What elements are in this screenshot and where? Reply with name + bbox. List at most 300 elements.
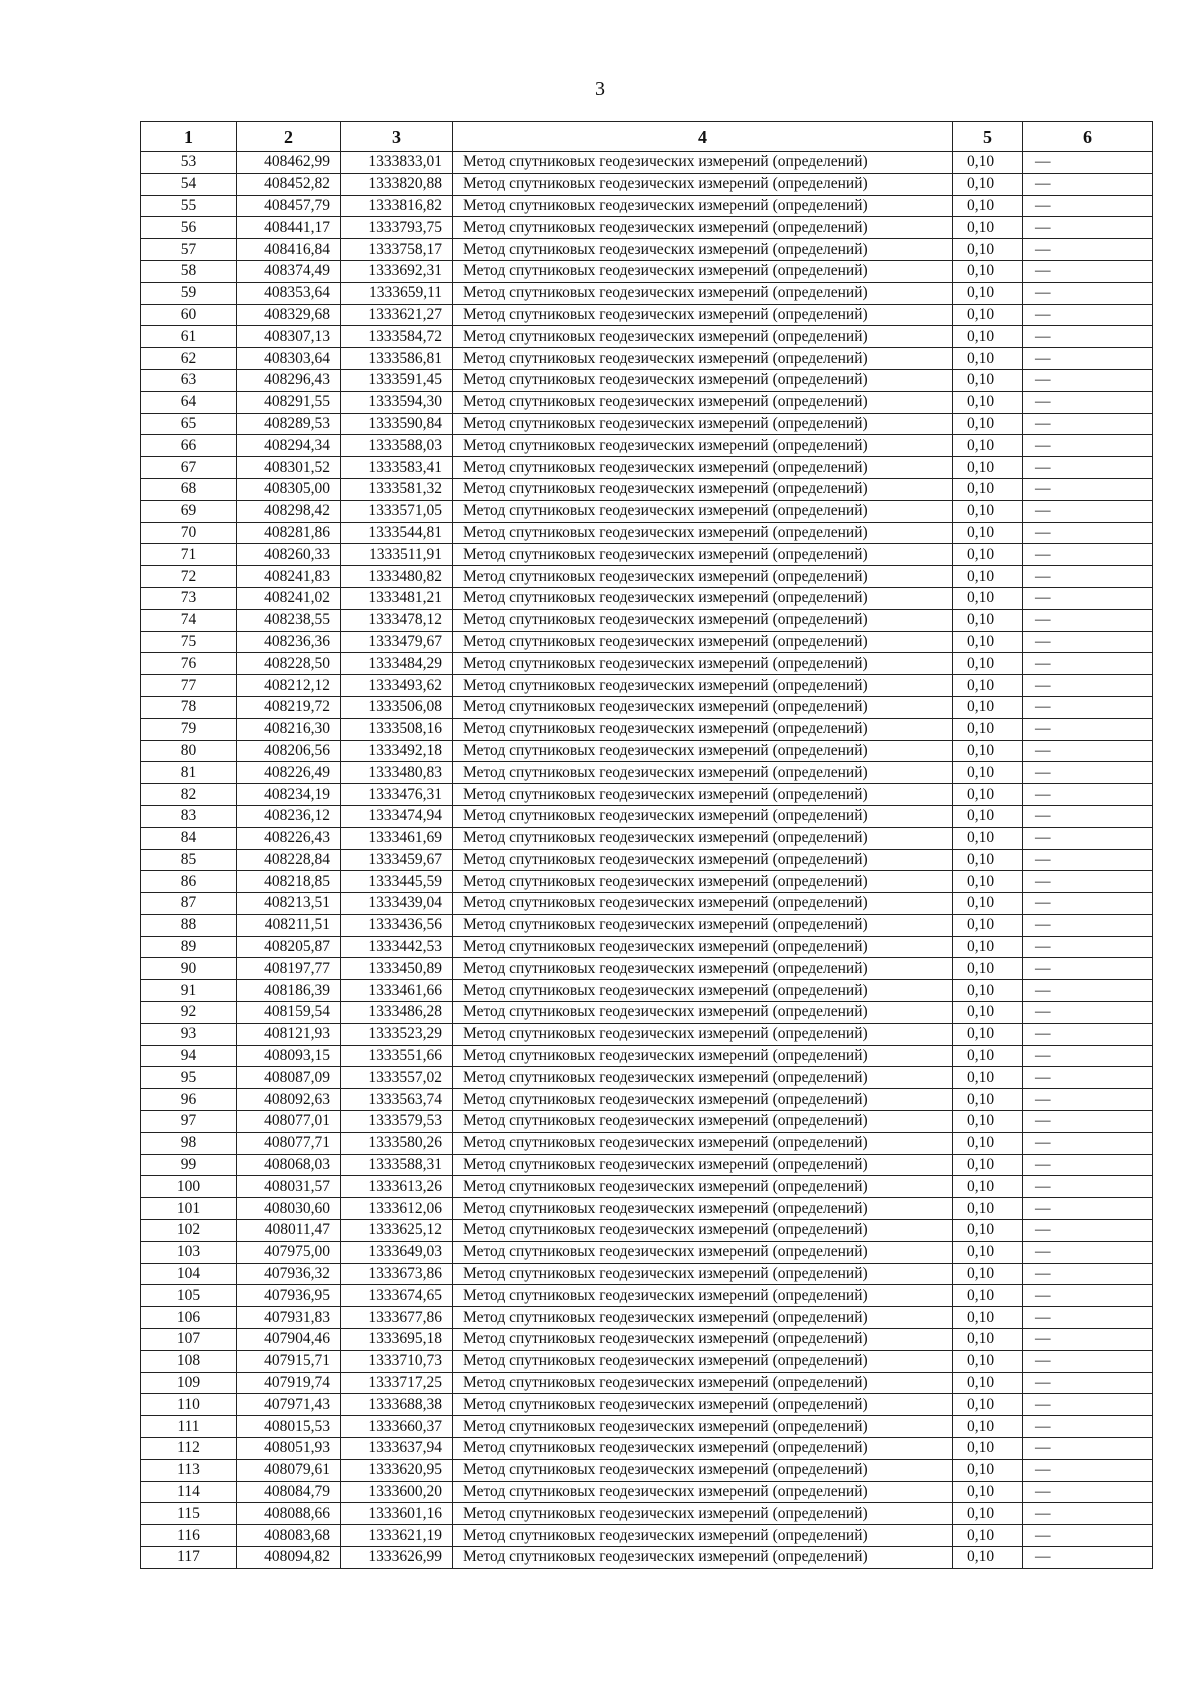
x-coordinate-cell: 408234,19: [237, 784, 341, 806]
method-cell: Метод спутниковых геодезических измерений (определений): [453, 260, 953, 282]
accuracy-cell: 0,10: [953, 1329, 1023, 1351]
accuracy-cell: 0,10: [953, 195, 1023, 217]
x-coordinate-cell: 408219,72: [237, 696, 341, 718]
table-row: [141, 1154, 1153, 1176]
accuracy-cell: 0,10: [953, 173, 1023, 195]
y-coordinate-cell: 1333508,16: [341, 718, 453, 740]
x-coordinate-cell: 407931,83: [237, 1307, 341, 1329]
table-row: [141, 152, 1153, 174]
note-cell: —: [1023, 980, 1153, 1002]
accuracy-cell: 0,10: [953, 1307, 1023, 1329]
coordinates-table: [140, 121, 1153, 1569]
y-coordinate-cell: 1333613,26: [341, 1176, 453, 1198]
x-coordinate-cell: 408088,66: [237, 1503, 341, 1525]
y-coordinate-cell: 1333649,03: [341, 1241, 453, 1263]
method-cell: Метод спутниковых геодезических измерений (определений): [453, 1089, 953, 1111]
x-coordinate-cell: 408329,68: [237, 304, 341, 326]
y-coordinate-cell: 1333677,86: [341, 1307, 453, 1329]
table-row: [141, 827, 1153, 849]
accuracy-cell: 0,10: [953, 1394, 1023, 1416]
note-cell: —: [1023, 1481, 1153, 1503]
table-row: [141, 478, 1153, 500]
accuracy-cell: 0,10: [953, 1263, 1023, 1285]
note-cell: —: [1023, 1525, 1153, 1547]
x-coordinate-cell: 408206,56: [237, 740, 341, 762]
method-cell: Метод спутниковых геодезических измерений (определений): [453, 1263, 953, 1285]
accuracy-cell: 0,10: [953, 260, 1023, 282]
point-number-cell: 65: [141, 413, 237, 435]
note-cell: —: [1023, 740, 1153, 762]
table-row: [141, 1198, 1153, 1220]
y-coordinate-cell: 1333612,06: [341, 1198, 453, 1220]
accuracy-cell: 0,10: [953, 544, 1023, 566]
x-coordinate-cell: 408228,50: [237, 653, 341, 675]
point-number-cell: 77: [141, 675, 237, 697]
point-number-cell: 53: [141, 152, 237, 174]
method-cell: Метод спутниковых геодезических измерений (определений): [453, 1176, 953, 1198]
point-number-cell: 90: [141, 958, 237, 980]
accuracy-cell: 0,10: [953, 391, 1023, 413]
table-row: [141, 609, 1153, 631]
x-coordinate-cell: 408294,34: [237, 435, 341, 457]
method-cell: Метод спутниковых геодезических измерений (определений): [453, 544, 953, 566]
method-cell: Метод спутниковых геодезических измерений (определений): [453, 936, 953, 958]
accuracy-cell: 0,10: [953, 1350, 1023, 1372]
x-coordinate-cell: 408462,99: [237, 152, 341, 174]
table-row: [141, 239, 1153, 261]
note-cell: —: [1023, 1350, 1153, 1372]
x-coordinate-cell: 408213,51: [237, 893, 341, 915]
x-coordinate-cell: 408291,55: [237, 391, 341, 413]
method-cell: Метод спутниковых геодезических измерений (определений): [453, 805, 953, 827]
method-cell: Метод спутниковых геодезических измерений (определений): [453, 1416, 953, 1438]
table-row: [141, 1067, 1153, 1089]
method-cell: Метод спутниковых геодезических измерений (определений): [453, 980, 953, 1002]
x-coordinate-cell: 408226,43: [237, 827, 341, 849]
method-cell: Метод спутниковых геодезических измерений (определений): [453, 1002, 953, 1024]
table-row: [141, 500, 1153, 522]
column-header-5: 5: [953, 122, 1023, 152]
note-cell: —: [1023, 696, 1153, 718]
y-coordinate-cell: 1333816,82: [341, 195, 453, 217]
method-cell: Метод спутниковых геодезических измерений (определений): [453, 1067, 953, 1089]
table-row: [141, 849, 1153, 871]
method-cell: Метод спутниковых геодезических измерений (определений): [453, 1372, 953, 1394]
x-coordinate-cell: 408197,77: [237, 958, 341, 980]
accuracy-cell: 0,10: [953, 348, 1023, 370]
x-coordinate-cell: 408205,87: [237, 936, 341, 958]
point-number-cell: 80: [141, 740, 237, 762]
x-coordinate-cell: 408079,61: [237, 1459, 341, 1481]
note-cell: —: [1023, 762, 1153, 784]
method-cell: Метод спутниковых геодезических измерений (определений): [453, 675, 953, 697]
method-cell: Метод спутниковых геодезических измерений (определений): [453, 1459, 953, 1481]
table-row: [141, 1416, 1153, 1438]
note-cell: —: [1023, 260, 1153, 282]
note-cell: —: [1023, 435, 1153, 457]
x-coordinate-cell: 408298,42: [237, 500, 341, 522]
accuracy-cell: 0,10: [953, 1459, 1023, 1481]
table-row: [141, 587, 1153, 609]
x-coordinate-cell: 408303,64: [237, 348, 341, 370]
point-number-cell: 75: [141, 631, 237, 653]
note-cell: —: [1023, 587, 1153, 609]
note-cell: —: [1023, 522, 1153, 544]
note-cell: —: [1023, 849, 1153, 871]
point-number-cell: 73: [141, 587, 237, 609]
method-cell: Метод спутниковых геодезических измерений (определений): [453, 522, 953, 544]
accuracy-cell: 0,10: [953, 805, 1023, 827]
method-cell: Метод спутниковых геодезических измерений (определений): [453, 369, 953, 391]
method-cell: Метод спутниковых геодезических измерений (определений): [453, 1285, 953, 1307]
x-coordinate-cell: 408281,86: [237, 522, 341, 544]
table-row: [141, 1220, 1153, 1242]
method-cell: Метод спутниковых геодезических измерений (определений): [453, 893, 953, 915]
x-coordinate-cell: 408457,79: [237, 195, 341, 217]
table-row: [141, 1285, 1153, 1307]
y-coordinate-cell: 1333695,18: [341, 1329, 453, 1351]
method-cell: Метод спутниковых геодезических измерений (определений): [453, 566, 953, 588]
table-row: [141, 1503, 1153, 1525]
y-coordinate-cell: 1333626,99: [341, 1547, 453, 1569]
method-cell: Метод спутниковых геодезических измерений (определений): [453, 348, 953, 370]
accuracy-cell: 0,10: [953, 784, 1023, 806]
x-coordinate-cell: 408084,79: [237, 1481, 341, 1503]
note-cell: —: [1023, 1394, 1153, 1416]
table-row: [141, 1350, 1153, 1372]
y-coordinate-cell: 1333551,66: [341, 1045, 453, 1067]
accuracy-cell: 0,10: [953, 609, 1023, 631]
note-cell: —: [1023, 1111, 1153, 1133]
accuracy-cell: 0,10: [953, 1525, 1023, 1547]
accuracy-cell: 0,10: [953, 1285, 1023, 1307]
point-number-cell: 114: [141, 1481, 237, 1503]
method-cell: Метод спутниковых геодезических измерений (определений): [453, 239, 953, 261]
note-cell: —: [1023, 304, 1153, 326]
x-coordinate-cell: 408121,93: [237, 1023, 341, 1045]
method-cell: Метод спутниковых геодезических измерений (определений): [453, 457, 953, 479]
x-coordinate-cell: 407971,43: [237, 1394, 341, 1416]
method-cell: Метод спутниковых геодезических измерений (определений): [453, 1154, 953, 1176]
x-coordinate-cell: 408068,03: [237, 1154, 341, 1176]
method-cell: Метод спутниковых геодезических измерений (определений): [453, 173, 953, 195]
y-coordinate-cell: 1333511,91: [341, 544, 453, 566]
note-cell: —: [1023, 239, 1153, 261]
x-coordinate-cell: 408186,39: [237, 980, 341, 1002]
method-cell: Метод спутниковых геодезических измерений (определений): [453, 587, 953, 609]
x-coordinate-cell: 408030,60: [237, 1198, 341, 1220]
method-cell: Метод спутниковых геодезических измерений (определений): [453, 413, 953, 435]
method-cell: Метод спутниковых геодезических измерений (определений): [453, 1350, 953, 1372]
accuracy-cell: 0,10: [953, 631, 1023, 653]
y-coordinate-cell: 1333461,69: [341, 827, 453, 849]
method-cell: Метод спутниковых геодезических измерений (определений): [453, 1198, 953, 1220]
accuracy-cell: 0,10: [953, 587, 1023, 609]
note-cell: —: [1023, 457, 1153, 479]
point-number-cell: 83: [141, 805, 237, 827]
table-row: [141, 260, 1153, 282]
accuracy-cell: 0,10: [953, 413, 1023, 435]
accuracy-cell: 0,10: [953, 893, 1023, 915]
note-cell: —: [1023, 1285, 1153, 1307]
x-coordinate-cell: 408301,52: [237, 457, 341, 479]
method-cell: Метод спутниковых геодезических измерений (определений): [453, 304, 953, 326]
table-row: [141, 718, 1153, 740]
point-number-cell: 81: [141, 762, 237, 784]
x-coordinate-cell: 408452,82: [237, 173, 341, 195]
accuracy-cell: 0,10: [953, 980, 1023, 1002]
table-row: [141, 282, 1153, 304]
y-coordinate-cell: 1333523,29: [341, 1023, 453, 1045]
table-row: [141, 369, 1153, 391]
y-coordinate-cell: 1333436,56: [341, 914, 453, 936]
accuracy-cell: 0,10: [953, 369, 1023, 391]
point-number-cell: 86: [141, 871, 237, 893]
x-coordinate-cell: 408031,57: [237, 1176, 341, 1198]
accuracy-cell: 0,10: [953, 1067, 1023, 1089]
point-number-cell: 61: [141, 326, 237, 348]
y-coordinate-cell: 1333692,31: [341, 260, 453, 282]
note-cell: —: [1023, 500, 1153, 522]
accuracy-cell: 0,10: [953, 1089, 1023, 1111]
y-coordinate-cell: 1333459,67: [341, 849, 453, 871]
y-coordinate-cell: 1333480,82: [341, 566, 453, 588]
table-row: [141, 1438, 1153, 1460]
point-number-cell: 58: [141, 260, 237, 282]
column-header-1: 1: [141, 122, 237, 152]
point-number-cell: 59: [141, 282, 237, 304]
x-coordinate-cell: 408238,55: [237, 609, 341, 631]
note-cell: —: [1023, 1503, 1153, 1525]
y-coordinate-cell: 1333717,25: [341, 1372, 453, 1394]
method-cell: Метод спутниковых геодезических измерений (определений): [453, 1503, 953, 1525]
point-number-cell: 55: [141, 195, 237, 217]
method-cell: Метод спутниковых геодезических измерений (определений): [453, 1394, 953, 1416]
table-row: [141, 326, 1153, 348]
x-coordinate-cell: 408077,01: [237, 1111, 341, 1133]
note-cell: —: [1023, 805, 1153, 827]
y-coordinate-cell: 1333492,18: [341, 740, 453, 762]
accuracy-cell: 0,10: [953, 566, 1023, 588]
note-cell: —: [1023, 609, 1153, 631]
note-cell: —: [1023, 413, 1153, 435]
method-cell: Метод спутниковых геодезических измерений (определений): [453, 391, 953, 413]
point-number-cell: 84: [141, 827, 237, 849]
point-number-cell: 70: [141, 522, 237, 544]
note-cell: —: [1023, 1241, 1153, 1263]
note-cell: —: [1023, 1329, 1153, 1351]
point-number-cell: 106: [141, 1307, 237, 1329]
accuracy-cell: 0,10: [953, 958, 1023, 980]
y-coordinate-cell: 1333584,72: [341, 326, 453, 348]
column-header-4: 4: [453, 122, 953, 152]
table-row: [141, 435, 1153, 457]
table-row: [141, 1132, 1153, 1154]
y-coordinate-cell: 1333579,53: [341, 1111, 453, 1133]
point-number-cell: 93: [141, 1023, 237, 1045]
note-cell: —: [1023, 827, 1153, 849]
point-number-cell: 101: [141, 1198, 237, 1220]
point-number-cell: 64: [141, 391, 237, 413]
x-coordinate-cell: 408211,51: [237, 914, 341, 936]
note-cell: —: [1023, 1307, 1153, 1329]
accuracy-cell: 0,10: [953, 435, 1023, 457]
table-row: [141, 1023, 1153, 1045]
point-number-cell: 88: [141, 914, 237, 936]
note-cell: —: [1023, 1176, 1153, 1198]
accuracy-cell: 0,10: [953, 152, 1023, 174]
accuracy-cell: 0,10: [953, 239, 1023, 261]
y-coordinate-cell: 1333450,89: [341, 958, 453, 980]
y-coordinate-cell: 1333674,65: [341, 1285, 453, 1307]
point-number-cell: 66: [141, 435, 237, 457]
note-cell: —: [1023, 1089, 1153, 1111]
method-cell: Метод спутниковых геодезических измерений (определений): [453, 849, 953, 871]
accuracy-cell: 0,10: [953, 1220, 1023, 1242]
x-coordinate-cell: 408083,68: [237, 1525, 341, 1547]
method-cell: Метод спутниковых геодезических измерений (определений): [453, 827, 953, 849]
accuracy-cell: 0,10: [953, 1176, 1023, 1198]
y-coordinate-cell: 1333481,21: [341, 587, 453, 609]
accuracy-cell: 0,10: [953, 914, 1023, 936]
accuracy-cell: 0,10: [953, 827, 1023, 849]
method-cell: Метод спутниковых геодезических измерений (определений): [453, 784, 953, 806]
y-coordinate-cell: 1333480,83: [341, 762, 453, 784]
y-coordinate-cell: 1333590,84: [341, 413, 453, 435]
table-header-row: [141, 122, 1153, 152]
table-row: [141, 304, 1153, 326]
x-coordinate-cell: 408212,12: [237, 675, 341, 697]
x-coordinate-cell: 408093,15: [237, 1045, 341, 1067]
point-number-cell: 82: [141, 784, 237, 806]
note-cell: —: [1023, 173, 1153, 195]
method-cell: Метод спутниковых геодезических измерений (определений): [453, 631, 953, 653]
accuracy-cell: 0,10: [953, 849, 1023, 871]
method-cell: Метод спутниковых геодезических измерений (определений): [453, 958, 953, 980]
accuracy-cell: 0,10: [953, 653, 1023, 675]
accuracy-cell: 0,10: [953, 1023, 1023, 1045]
accuracy-cell: 0,10: [953, 304, 1023, 326]
x-coordinate-cell: 408077,71: [237, 1132, 341, 1154]
point-number-cell: 109: [141, 1372, 237, 1394]
point-number-cell: 107: [141, 1329, 237, 1351]
method-cell: Метод спутниковых геодезических измерений (определений): [453, 478, 953, 500]
table-row: [141, 893, 1153, 915]
accuracy-cell: 0,10: [953, 1416, 1023, 1438]
point-number-cell: 110: [141, 1394, 237, 1416]
x-coordinate-cell: 408260,33: [237, 544, 341, 566]
table-row: [141, 631, 1153, 653]
note-cell: —: [1023, 653, 1153, 675]
y-coordinate-cell: 1333563,74: [341, 1089, 453, 1111]
note-cell: —: [1023, 1023, 1153, 1045]
note-cell: —: [1023, 326, 1153, 348]
table-row: [141, 980, 1153, 1002]
method-cell: Метод спутниковых геодезических измерений (определений): [453, 195, 953, 217]
point-number-cell: 91: [141, 980, 237, 1002]
note-cell: —: [1023, 675, 1153, 697]
y-coordinate-cell: 1333486,28: [341, 1002, 453, 1024]
y-coordinate-cell: 1333506,08: [341, 696, 453, 718]
y-coordinate-cell: 1333588,03: [341, 435, 453, 457]
accuracy-cell: 0,10: [953, 1547, 1023, 1569]
table-row: [141, 1547, 1153, 1569]
table-row: [141, 762, 1153, 784]
table-row: [141, 914, 1153, 936]
table-row: [141, 348, 1153, 370]
table-row: [141, 1329, 1153, 1351]
x-coordinate-cell: 408216,30: [237, 718, 341, 740]
note-cell: —: [1023, 1154, 1153, 1176]
note-cell: —: [1023, 1002, 1153, 1024]
y-coordinate-cell: 1333478,12: [341, 609, 453, 631]
note-cell: —: [1023, 1263, 1153, 1285]
point-number-cell: 78: [141, 696, 237, 718]
point-number-cell: 56: [141, 217, 237, 239]
point-number-cell: 60: [141, 304, 237, 326]
page-number: 3: [595, 78, 605, 100]
y-coordinate-cell: 1333583,41: [341, 457, 453, 479]
accuracy-cell: 0,10: [953, 1438, 1023, 1460]
x-coordinate-cell: 407936,32: [237, 1263, 341, 1285]
y-coordinate-cell: 1333758,17: [341, 239, 453, 261]
x-coordinate-cell: 407915,71: [237, 1350, 341, 1372]
note-cell: —: [1023, 871, 1153, 893]
point-number-cell: 62: [141, 348, 237, 370]
note-cell: —: [1023, 1198, 1153, 1220]
table-row: [141, 653, 1153, 675]
y-coordinate-cell: 1333833,01: [341, 152, 453, 174]
accuracy-cell: 0,10: [953, 718, 1023, 740]
y-coordinate-cell: 1333600,20: [341, 1481, 453, 1503]
point-number-cell: 116: [141, 1525, 237, 1547]
table-row: [141, 936, 1153, 958]
table-row: [141, 195, 1153, 217]
x-coordinate-cell: 408353,64: [237, 282, 341, 304]
note-cell: —: [1023, 1220, 1153, 1242]
accuracy-cell: 0,10: [953, 871, 1023, 893]
point-number-cell: 54: [141, 173, 237, 195]
x-coordinate-cell: 408218,85: [237, 871, 341, 893]
note-cell: —: [1023, 217, 1153, 239]
table-body: [141, 152, 1153, 1569]
table-row: [141, 217, 1153, 239]
x-coordinate-cell: 408305,00: [237, 478, 341, 500]
note-cell: —: [1023, 1459, 1153, 1481]
method-cell: Метод спутниковых геодезических измерений (определений): [453, 871, 953, 893]
point-number-cell: 113: [141, 1459, 237, 1481]
table-row: [141, 675, 1153, 697]
note-cell: —: [1023, 958, 1153, 980]
y-coordinate-cell: 1333571,05: [341, 500, 453, 522]
method-cell: Метод спутниковых геодезических измерений (определений): [453, 152, 953, 174]
point-number-cell: 87: [141, 893, 237, 915]
y-coordinate-cell: 1333594,30: [341, 391, 453, 413]
point-number-cell: 111: [141, 1416, 237, 1438]
accuracy-cell: 0,10: [953, 326, 1023, 348]
note-cell: —: [1023, 478, 1153, 500]
method-cell: Метод спутниковых геодезических измерений (определений): [453, 1132, 953, 1154]
note-cell: —: [1023, 936, 1153, 958]
table-row: [141, 544, 1153, 566]
table-row: [141, 1045, 1153, 1067]
method-cell: Метод спутниковых геодезических измерений (определений): [453, 762, 953, 784]
y-coordinate-cell: 1333820,88: [341, 173, 453, 195]
note-cell: —: [1023, 391, 1153, 413]
point-number-cell: 102: [141, 1220, 237, 1242]
method-cell: Метод спутниковых геодезических измерений (определений): [453, 217, 953, 239]
accuracy-cell: 0,10: [953, 478, 1023, 500]
